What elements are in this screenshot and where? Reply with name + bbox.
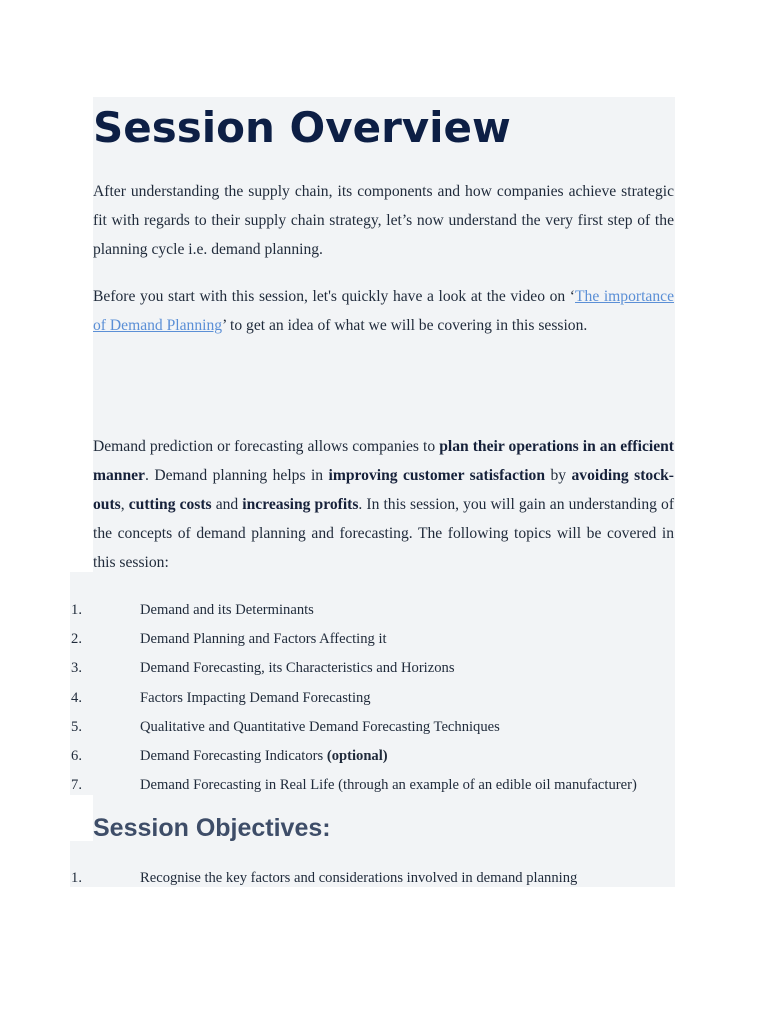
summary-text: , — [120, 496, 129, 513]
summary-text: Demand prediction or forecasting allows companies to — [93, 438, 440, 455]
summary-bold-text: increasing profits — [242, 496, 359, 513]
topic-label: Demand and its Determinants — [140, 602, 314, 618]
video-paragraph — [93, 282, 674, 340]
summary-bold-text: avoiding stock-outs — [93, 467, 674, 513]
optional-tag: (optional) — [326, 747, 388, 764]
summary-bold-text: improving customer satisfaction — [328, 467, 546, 484]
video-text-after: ’ to get an idea of what we will be covering in this session. — [222, 317, 588, 334]
summary-bold-text: cutting costs — [128, 496, 212, 513]
topic-number: 6. — [71, 747, 82, 764]
intro-paragraph — [93, 177, 674, 264]
topic-label: Demand Forecasting Indicators — [140, 747, 327, 764]
summary-paragraph — [93, 432, 674, 577]
summary-text: . In this session, you will gain an understanding of the concepts of demand planning and forecasting. The following topics will be covered in this session: — [93, 496, 675, 571]
topic-number: 5. — [71, 718, 82, 735]
video-text-before: Before you start with this session, let's quickly have a look at the video on ‘ — [93, 288, 575, 305]
topic-label: Demand Planning and Factors Affecting it — [140, 631, 387, 648]
summary-text: by — [545, 467, 572, 484]
section-heading: Session Objectives: — [93, 814, 331, 842]
topic-label: Qualitative and Quantitative Demand Forecasting Techniques — [140, 718, 500, 735]
topic-label-wrapper — [140, 742, 388, 771]
topic-number: 4. — [71, 689, 82, 706]
topic-label: Factors Impacting Demand Forecasting — [140, 689, 371, 706]
topic-number: 3. — [71, 660, 82, 677]
summary-text: and — [211, 496, 243, 513]
topic-number: 7. — [71, 777, 82, 794]
objective-label: Recognise the key factors and considerations involved in demand planning — [140, 870, 578, 886]
video-link[interactable]: The importance of Demand Planning — [93, 288, 674, 334]
summary-text: . Demand planning helps in — [144, 467, 329, 484]
summary-bold-text: plan their operations in an efficient manner — [93, 438, 674, 484]
intro-text: After understanding the supply chain, its components and how companies achieve strategic fit with regards to their supply chain strategy, let’s now understand the very first step of the planning cycle i.e. demand planning. — [93, 183, 674, 258]
topic-number: 1. — [71, 602, 82, 618]
objective-number: 1. — [71, 870, 82, 886]
topic-number: 2. — [71, 631, 82, 648]
topic-label: Demand Forecasting, its Characteristics and Horizons — [140, 660, 455, 677]
topic-label: Demand Forecasting in Real Life (through an example of an edible oil manufacturer) — [140, 777, 637, 794]
page-title: Session Overview — [93, 103, 511, 152]
